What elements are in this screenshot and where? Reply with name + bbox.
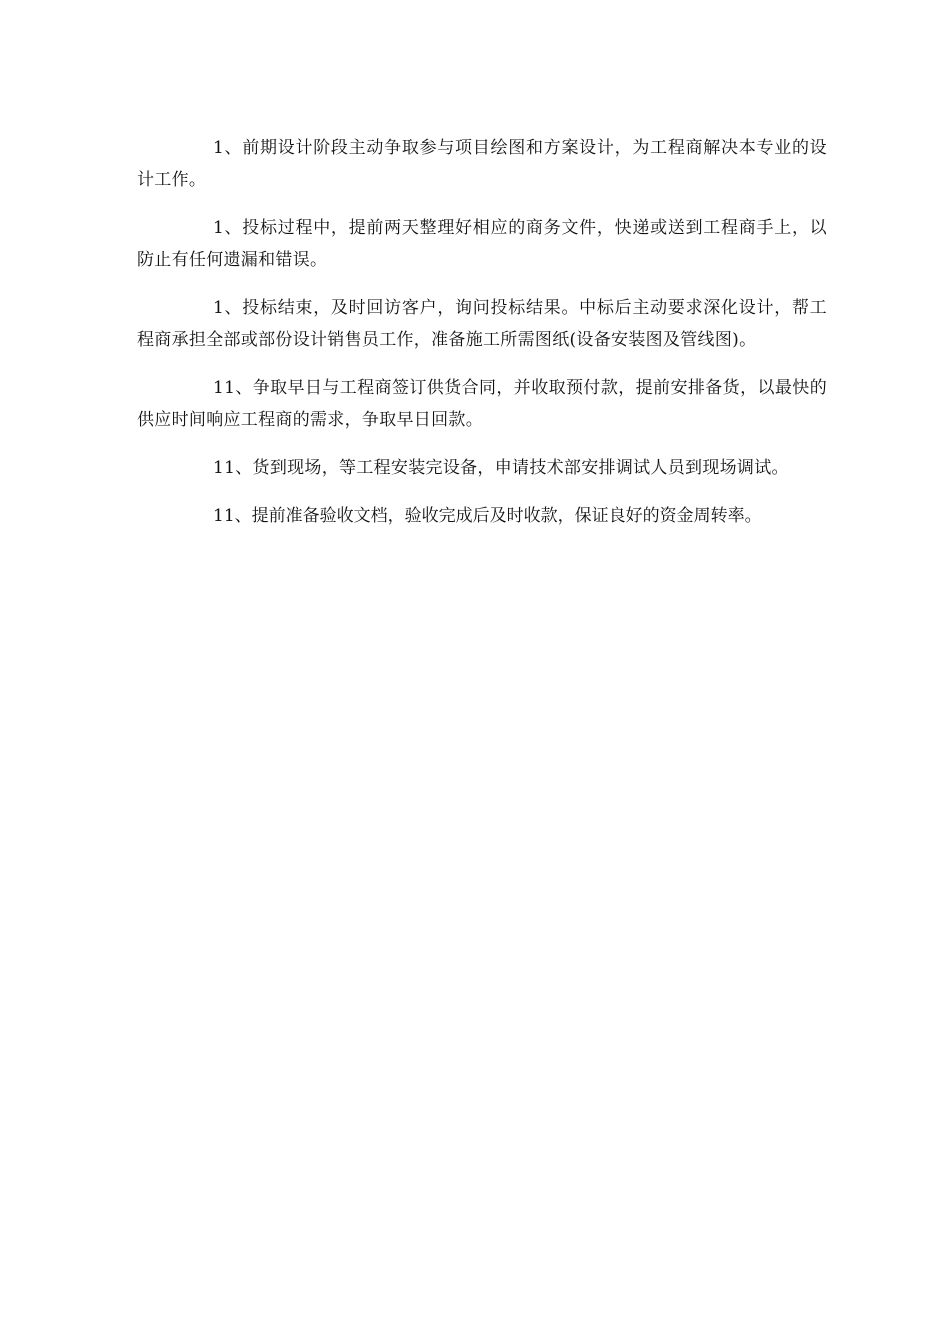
paragraph-supply-contract: 11、争取早日与工程商签订供货合同，并收取预付款，提前安排备货，以最快的供应时间响应工程商的需求，争取早日回款。	[137, 378, 827, 430]
paragraph-bid-result: 1、投标结束，及时回访客户，询问投标结果。中标后主动要求深化设计，帮工程商承担全部或部份设计销售员工作，准备施工所需图纸(设备安装图及管线图)。	[137, 298, 827, 350]
document-body	[137, 132, 827, 548]
paragraph-design-stage: 1、前期设计阶段主动争取参与项目绘图和方案设计，为工程商解决本专业的设计工作。	[137, 138, 827, 190]
paragraph-acceptance: 11、提前准备验收文档，验收完成后及时收款，保证良好的资金周转率。	[213, 506, 762, 526]
paragraph-delivery: 11、货到现场，等工程安装完设备，申请技术部安排调试人员到现场调试。	[213, 458, 789, 478]
paragraph-bidding-process: 1、投标过程中，提前两天整理好相应的商务文件，快递或送到工程商手上，以防止有任何遗漏和错误。	[137, 218, 827, 270]
